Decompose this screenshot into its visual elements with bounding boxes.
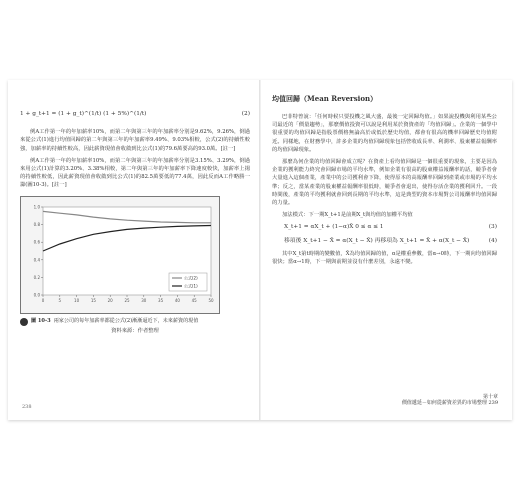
legend-label: 公式(2) [184,275,198,281]
y-tick-label: 0.8 [33,221,40,227]
right-page-number: 239 [488,400,498,406]
x-tick-label: 5 [58,297,62,303]
book-gutter [259,80,261,420]
right-paragraph-2: 那麼為何企業的均值回歸會成立呢？在資產上看均值回歸是一個很重要的現象，主要是因為企業的獲利能力終究會回歸市場的平均水準，例如企業有很高的股東權益報酬率的話，競爭者會大量進入這個產業，產業中的公司獲利會下降，使得原本的高報酬率回歸到產業或市場的平均水準；反之，當某產業的股東權益報酬率很低時，競爭者會退出，使得存活企業的獲利回升。一段時間後，產業的平均獲利就會回到長期的平均水準，這是典型的資本市場對公司報酬率均值回歸的力量。 [272,159,497,207]
equation-4 [284,237,497,245]
right-page [272,86,497,416]
equation-4-text: X_t+1 − X̄ = α(X_t − X̄) 再移項為 X_t+1 = X̄ + α(X_t − X̄) [303,237,470,244]
x-tick-label: 20 [107,297,113,303]
section-title: 均值回歸（Mean Reversion） [272,94,378,103]
x-tick-label: 10 [74,297,80,303]
equation-3-text: X_t+1 = αX_t + (1−α)X̄ 0 ≤ α ≤ 1 [284,224,384,231]
left-paragraph-1: 例A工作第一年的年加薪率10%，而第二年與第三年的年加薪率分別是9.62%，9.26%，倒過來從公式(1)進行均值回歸的第二年與第三年的年加薪率9.49%、9.03%相較，公式(2)的持續性較強，加薪率的持續性較高，因此薪資現值會收斂到比公式(1)的79.6萬要高的93.0萬。[註一] [20,129,250,152]
x-tick-label: 15 [90,297,96,303]
right-paragraph-4: 其中X_t第t時期的變數值，X̄為均值回歸的值，α是權重參數，當α→0時，下一期向均值回歸很快；當α→1時，下一期與前期並沒有什麼差別，永遠不變。 [272,250,497,266]
formula-text: 1 + g_t+1 = (1 + g_t)^(1/t) (1 + 5%)^(1/t) [20,111,147,117]
figure-badge-icon [20,318,28,326]
left-page [20,86,250,416]
x-tick-label: 25 [124,297,130,303]
formula-number: (2) [241,111,250,117]
x-tick-label: 45 [191,297,197,303]
equation-3-number: (3) [488,224,497,231]
left-paragraph-2: 例A工作第一年的年加薪率10%，而第二年與第三年的年加薪率分別是3.15%、3.29%，倒過來用公式(1)計算的3.20%、3.38%相較，第二年與第三年的年加薪率下降速度較快，加薪率上揚的持續性較低，因此薪資現值會收斂到比公式(1)的82.5萬要低的77.4萬，因此反而A工作略勝一籌(圖10-3)。[註一] [20,157,250,189]
x-tick-label: 35 [158,297,164,303]
y-tick-label: 1.0 [33,204,40,210]
x-tick-label: 50 [208,297,214,303]
figure-source: 資料來源：作者整理 [111,327,159,334]
salary-chart [20,196,220,314]
figure-caption [20,318,250,326]
equation-4-number: (4) [488,237,497,244]
right-paragraph-3: 加法模式：下一期X_t+1是前期X_t與均值的加權平均值 [282,212,413,219]
figure-caption-text: 兩家公司的每年加薪率都從公式(2)漸漸逼近下，未來薪資的現值 [53,317,199,324]
x-tick-label: 0 [41,297,45,303]
salary-chart-svg [21,197,219,313]
figure-label: 圖 10-3 [31,317,51,324]
left-page-number: 238 [22,404,32,410]
x-tick-label: 30 [141,297,147,303]
legend-label: 公式(1) [184,283,198,289]
equation-4-lead: 移項後 [284,237,302,244]
y-tick-label: 0.4 [33,256,40,262]
y-tick-label: 0.2 [33,274,40,280]
right-footer [278,394,498,406]
formula-2 [20,110,250,118]
footer-chapter: 第十章 [482,394,498,400]
x-tick-label: 40 [174,297,180,303]
right-paragraph-1: 巴菲特曾說：「任何時候只要投機之風大盛，最後一定回歸均值。」如果說投機與利用某些公司最近的「價量趨勢」，那麼價值投資可以說是利用某於資資產的「均值回歸」。企業的一個學中很重要的均值回歸是指股票價格無論高於或低於歷史均值，都會有很高的機率回歸歷史均值附近。同樣地，在財務學中，許多企業的均值回歸現象包括營收成長率、利潤率、股東權益報酬率的均值回歸現象。 [272,114,497,153]
footer-text: 價值遞延－如何從薪資差異的市場整理 [401,400,487,406]
y-tick-label: 0.0 [33,292,40,298]
equation-3 [284,223,497,231]
y-tick-label: 0.6 [33,239,40,245]
